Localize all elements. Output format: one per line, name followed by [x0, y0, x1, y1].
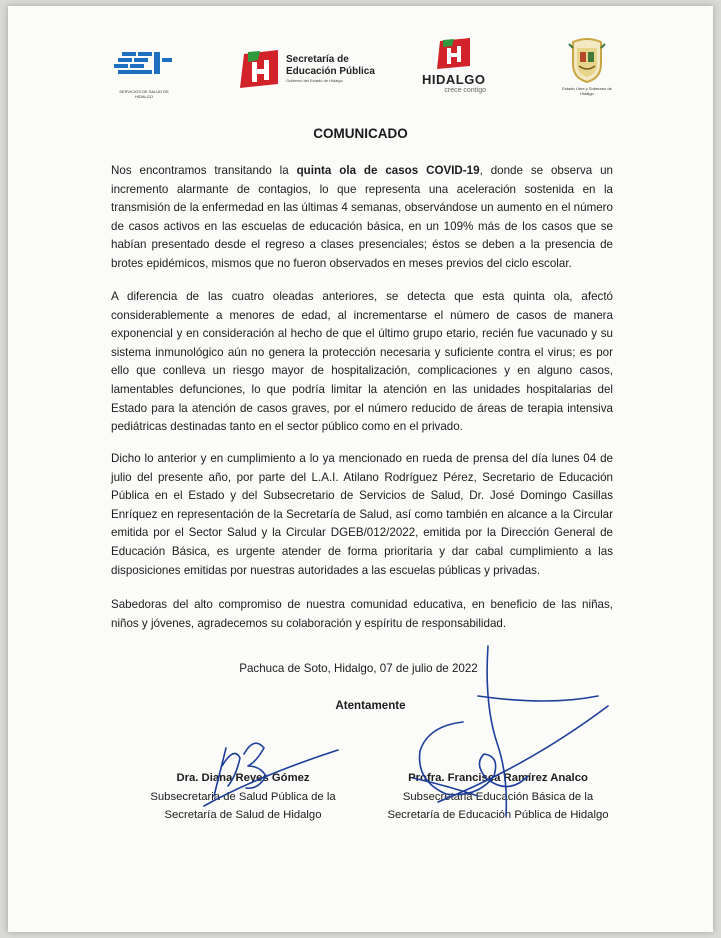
sep-subtitle: Gobierno del Estado de Hidalgo	[286, 78, 343, 83]
shield-caption-line2: Hidalgo	[580, 91, 594, 96]
paragraph-2: A diferencia de las cuatro oleadas anteriores, se detecta que esta quinta ola, afectó considerablemente a menores de edad, al incrementarse el número de casos de manera exponencial y en consideración al hecho de que el último grupo etario, recién fue vacunado y su sistema inmunológico aún no genera la protección necesaria y suficiente contra el virus; es por ello que conlleva un riesgo mayor de hospitalización, complicaciones y en alguno casos, lamentables defunciones, lo que podría limitar la atención en las unidades hospitalarias del Estado para la atención de casos graves, por el número reducido de áreas de terapia intensiva pediátricas destinadas tanto en el sector público como en el privado.	[111, 290, 613, 434]
document-title: COMUNICADO	[313, 126, 408, 141]
signer-right-role-line1: Subsecretaria Educación Básica de la	[402, 790, 594, 803]
signer-right-name: Profra. Francisca Ramírez Analco	[408, 772, 588, 784]
hidalgo-tagline: crece contigo	[444, 87, 486, 94]
paragraph-4: Sabedoras del alto compromiso de nuestra comunidad educativa, en beneficio de las niñas, niños y jóvenes, agradecemos su colaboración y espíritu de responsabilidad.	[111, 598, 613, 630]
state-coat-of-arms-icon	[567, 38, 607, 84]
ssh-logo-mark-icon	[114, 48, 174, 84]
signer-left-role-line2: Secretaría de Salud de Hidalgo	[164, 809, 322, 822]
signature-block-right	[368, 769, 628, 825]
header-logos	[8, 38, 713, 108]
sep-logo	[238, 48, 398, 98]
signer-right-role-line2: Secretaría de Educación Pública de Hidalgo	[387, 809, 609, 822]
paragraph-3: Dicho lo anterior y en cumplimiento a lo ya mencionado en rueda de prensa del día lunes 04 de julio del presente año, por parte del L.A.I. Atilano Rodríguez Pérez, Secretario de Educación Pública en el Estado y del Subsecretario de Servicios de Salud, Dr. José Domingo Casillas Enríquez en representación de la Secretaría de Salud, así como también en alcance a la Circular emitida por el Sector Salud y la Circular DGEB/012/2022, emitida por la Dirección General de Educación Básica, es urgente atender de forma prioritaria y dar cabal cumplimiento a las disposiciones emitidas por nuestras autoridades a las escuelas públicas y privadas.	[111, 452, 613, 577]
place-and-date: Pachuca de Soto, Hidalgo, 07 de julio de 2022	[239, 662, 478, 675]
paragraph-1-intro: Nos encontramos transitando la	[111, 164, 297, 177]
hidalgo-wordmark: HIDALGO	[422, 72, 486, 87]
document-page	[8, 6, 713, 932]
paragraph-1	[111, 162, 613, 274]
paragraph-1-rest: , donde se observa un incremento alarmante de contagios, lo que representa una aceleración sostenida en la transmisión de la enfermedad en las últimas 4 semanas, observándose un aumento en el número de casos activos en las escuelas de educación básica, en un 109% más de los casos que se habían presentado desde el regreso a clases presenciales; éstos se deben a la presencia de brotes epidémicos, mismos que no fueron observados en meses previos del ciclo escolar.	[111, 164, 613, 270]
sep-name-line1: Secretaría de	[286, 54, 349, 65]
signature-block-left	[128, 769, 358, 825]
sep-name-line2: Educación Pública	[286, 66, 375, 77]
signer-left-role-line1: Subsecretaria de Salud Pública de la	[150, 790, 336, 803]
closing: Atentamente	[335, 699, 406, 712]
paragraph-1-highlight: quinta ola de casos COVID-19	[296, 164, 480, 177]
ssh-caption: SERVICIOS DE SALUD DE HIDALGO	[119, 89, 169, 99]
ssh-logo	[114, 48, 174, 99]
hidalgo-h-mark-icon	[436, 38, 472, 70]
signer-left-name: Dra. Diana Reyes Gómez	[176, 772, 310, 784]
hidalgo-logo	[422, 38, 486, 98]
sep-h-mark-icon	[238, 50, 282, 90]
shield-caption-line1: Estado Libre y Soberano de	[562, 86, 612, 91]
state-shield-logo	[560, 38, 614, 102]
